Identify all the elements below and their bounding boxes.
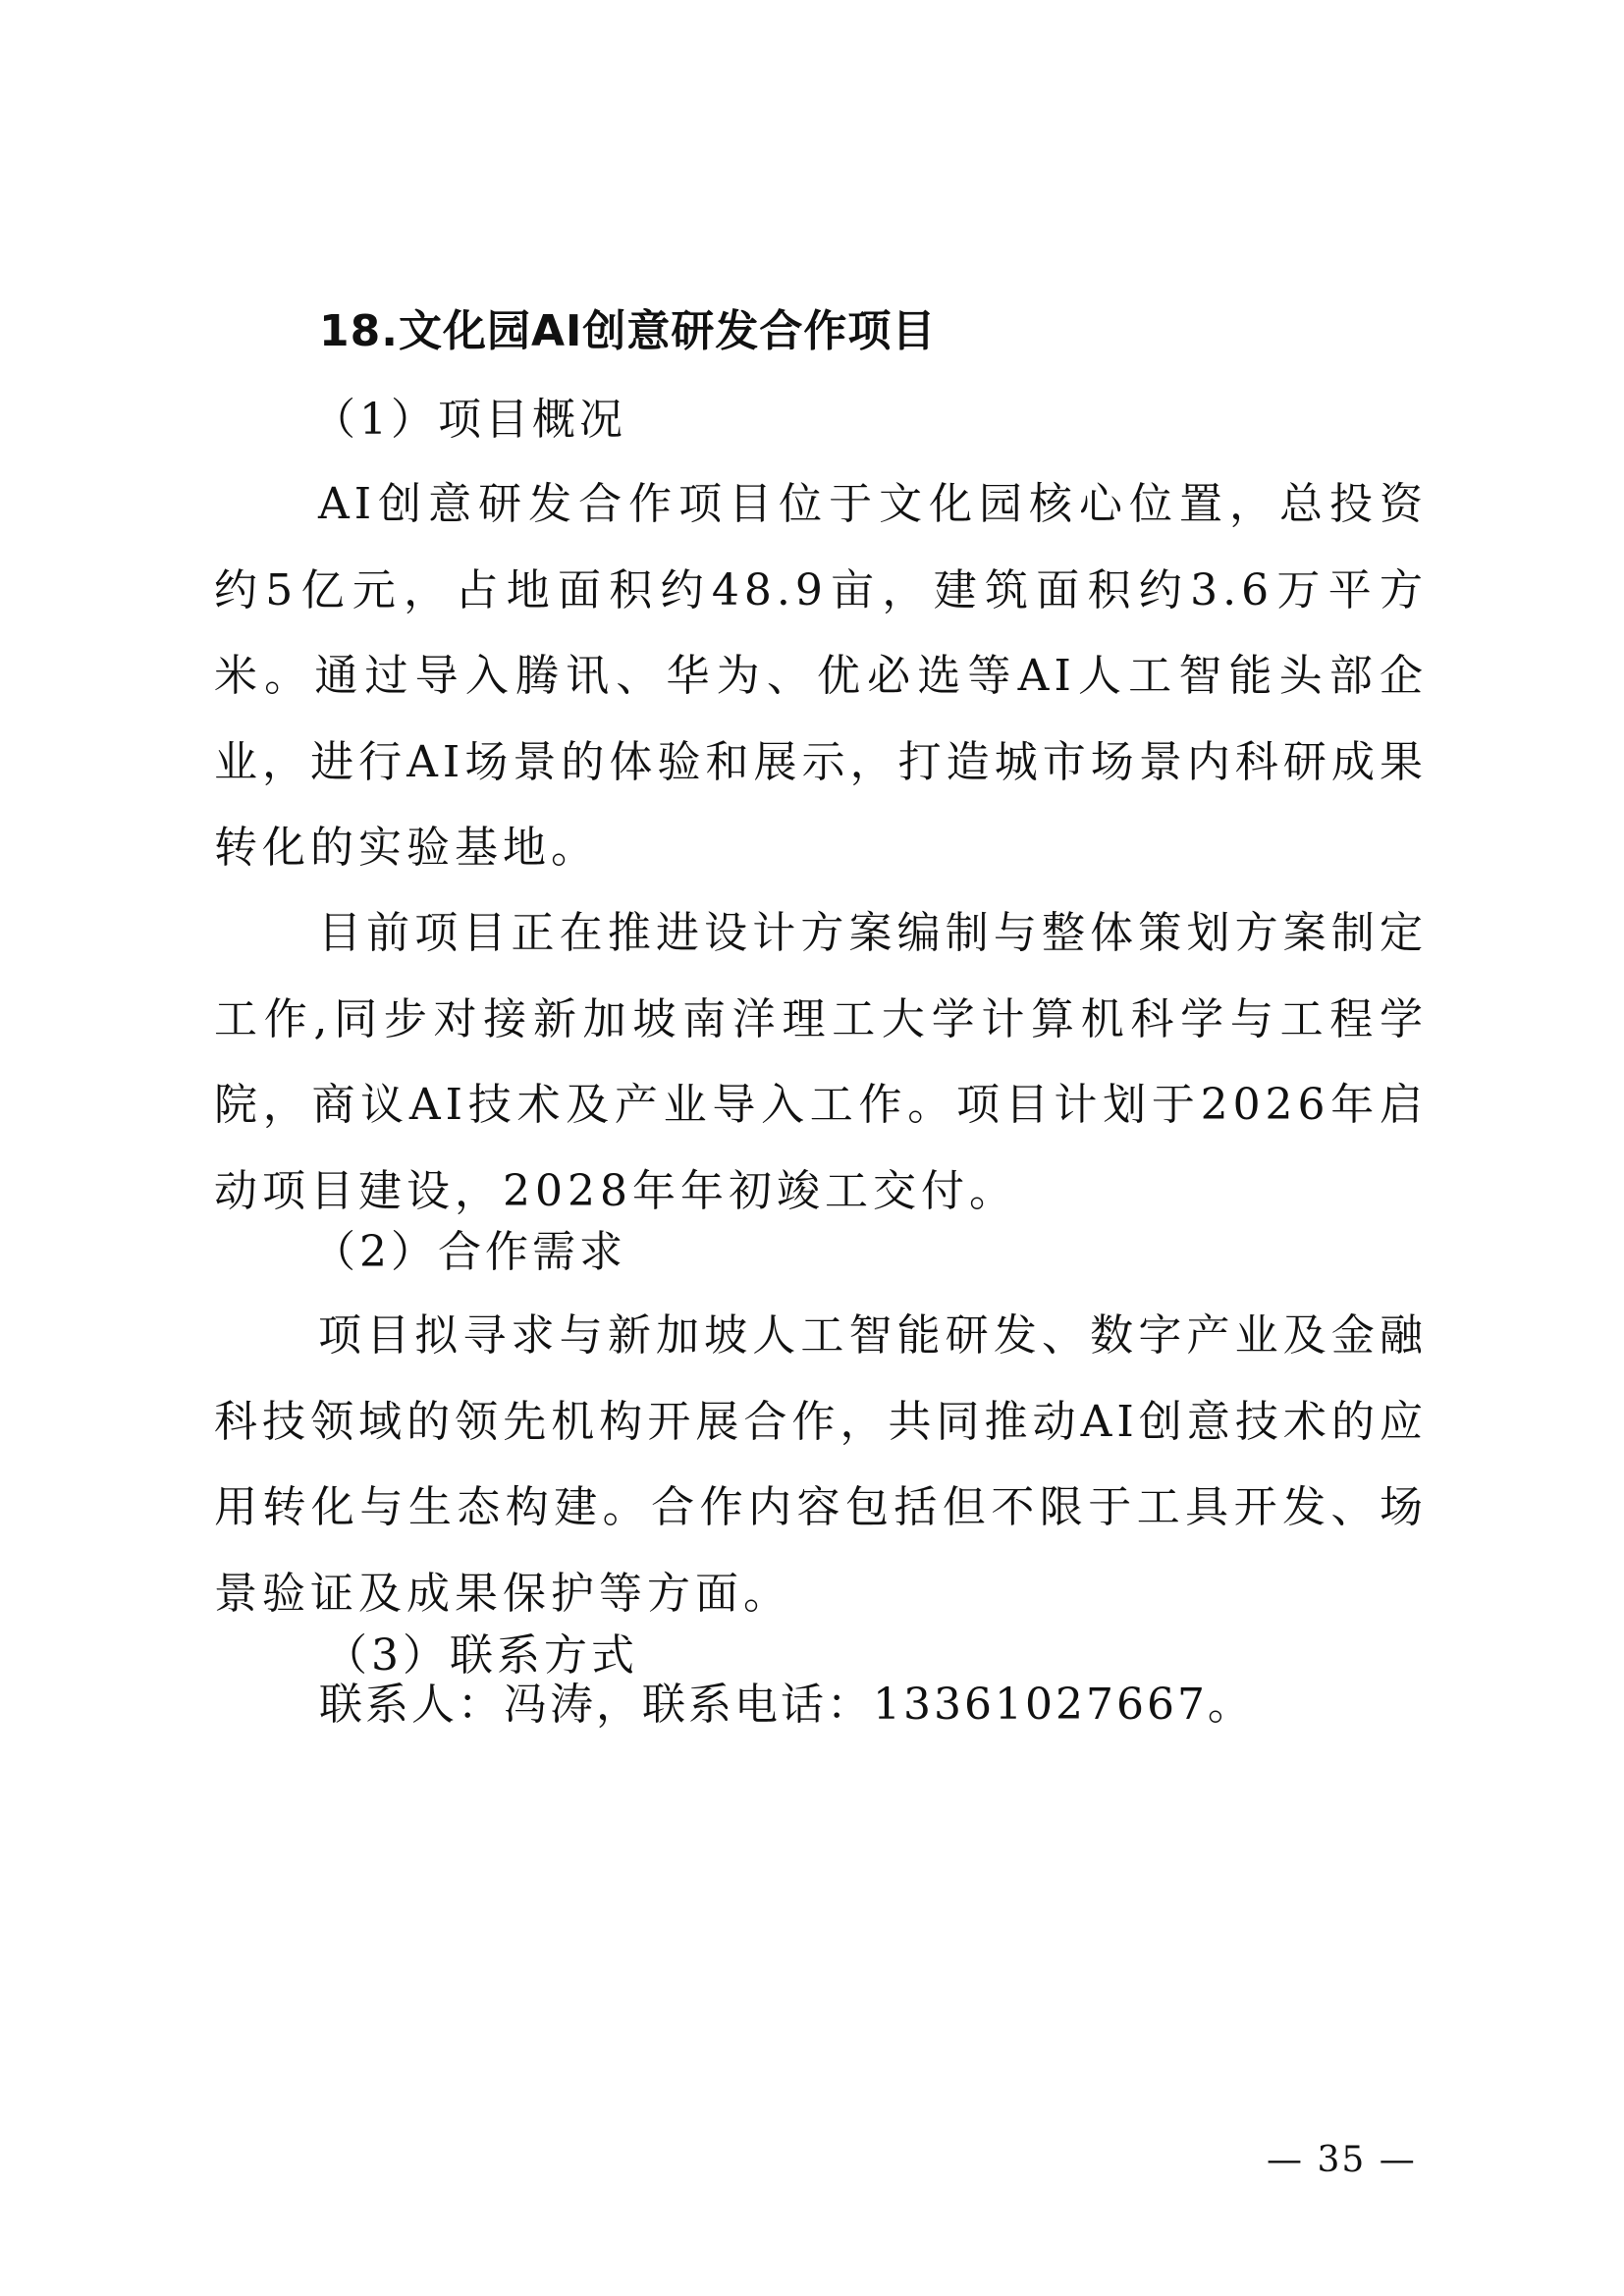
needs-subheading: （2）合作需求 [312,1227,626,1277]
contact-line: 联系人：冯涛，联系电话：13361027667。 [319,1680,1254,1730]
section-heading: 18.文化园AI创意研发合作项目 [319,306,937,356]
overview-paragraph-2: 目前项目正在推进设计方案编制与整体策划方案制定工作,同步对接新加坡南洋理工大学计算机科学与工程学院，商议AI技术及产业导入工作。项目计划于2026年启动项目建设，2028年年初竣工交付。 [214,908,1428,1216]
needs-paragraph: 项目拟寻求与新加坡人工智能研发、数字产业及金融科技领域的领先机构开展合作，共同推动AI创意技术的应用转化与生态构建。合作内容包括但不限于工具开发、场景验证及成果保护等方面。 [214,1310,1428,1619]
overview-subheading: （1）项目概况 [312,395,626,445]
overview-paragraph-1: AI创意研发合作项目位于文化园核心位置，总投资约5亿元，占地面积约48.9亩，建筑面积约3.6万平方米。通过导入腾讯、华为、优必选等AI人工智能头部企业，进行AI场景的体验和展示，打造城市场景内科研成果转化的实验基地。 [214,479,1428,873]
contact-subheading: （3）联系方式 [324,1630,638,1681]
page-number: — 35 — [1267,2140,1417,2180]
